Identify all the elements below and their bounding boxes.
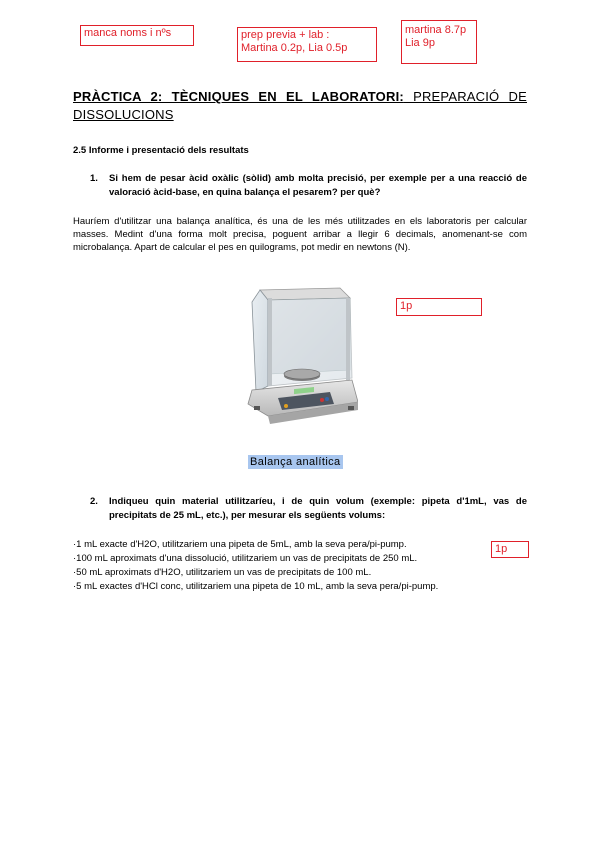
list-item: ·100 mL aproximats d'una dissolució, utilitzariem un vas de precipitats de 250 mL. [73, 553, 418, 564]
score-box-question-1 [396, 298, 482, 316]
section-heading: 2.5 Informe i presentació dels resultats [73, 145, 249, 156]
annotation-final-scores [401, 20, 477, 64]
answer-1: Hauríem d'utilitzar una balança analítica, és una de les més utilitzades en els laboratoris per calcular masses. Medint d'una forma molt precisa, poguent arribar a llegir 6 decimals, anomenant-se com microbalança. Apart de calcular el pes en quilograms, pot medir en newtons (N). [73, 216, 527, 253]
image-caption: Balança analítica [250, 456, 341, 468]
score-text: 1p [495, 543, 508, 555]
question-1 [90, 172, 527, 202]
annotation-text: manca noms i nºs [84, 27, 172, 39]
annotation-missing-names [80, 25, 194, 46]
annotation-text: Martina 0.2p, Lia 0.5p [241, 42, 348, 54]
question-text: Indiqueu quin material utilitzaríeu, i de quin volum (exemple: pipeta d'1mL, vas de precipitats de 25 mL, etc.), per mesurar els següents volums: [109, 496, 527, 521]
question-2 [90, 495, 527, 525]
list-item: ·1 mL exacte d'H2O, utilitzariem una pipeta de 5mL, amb la seva pera/pi-pump. [73, 539, 407, 550]
question-number: 1. [90, 173, 98, 184]
title-rest: PREPARACIÓ DE DISSOLUCIONS [73, 89, 527, 122]
list-item: ·5 mL exactes d'HCl conc, utilitzariem una pipeta de 10 mL, amb la seva pera/pi-pump. [73, 581, 439, 592]
annotation-text: Lia 9p [405, 37, 435, 49]
annotation-text: prep previa + lab : [241, 29, 330, 41]
answer-2-list [73, 538, 513, 594]
score-box-question-2 [491, 541, 529, 558]
annotation-text: martina 8.7p [405, 24, 467, 36]
analytical-balance-image [238, 282, 358, 434]
question-text: Si hem de pesar àcid oxàlic (sòlid) amb molta precisió, per exemple per a una reacció de valoració àcid-base, en quina balança el pesarem? per què? [109, 173, 527, 198]
title-bold: PRÀCTICA 2: TÈCNIQUES EN EL LABORATORI: [73, 89, 404, 104]
annotation-prep-score [237, 27, 377, 62]
list-item: ·50 mL aproximats d'H2O, utilitzariem un vas de precipitats de 100 mL. [73, 567, 372, 578]
page-title [73, 88, 527, 124]
score-text: 1p [400, 300, 413, 312]
question-number: 2. [90, 496, 98, 507]
